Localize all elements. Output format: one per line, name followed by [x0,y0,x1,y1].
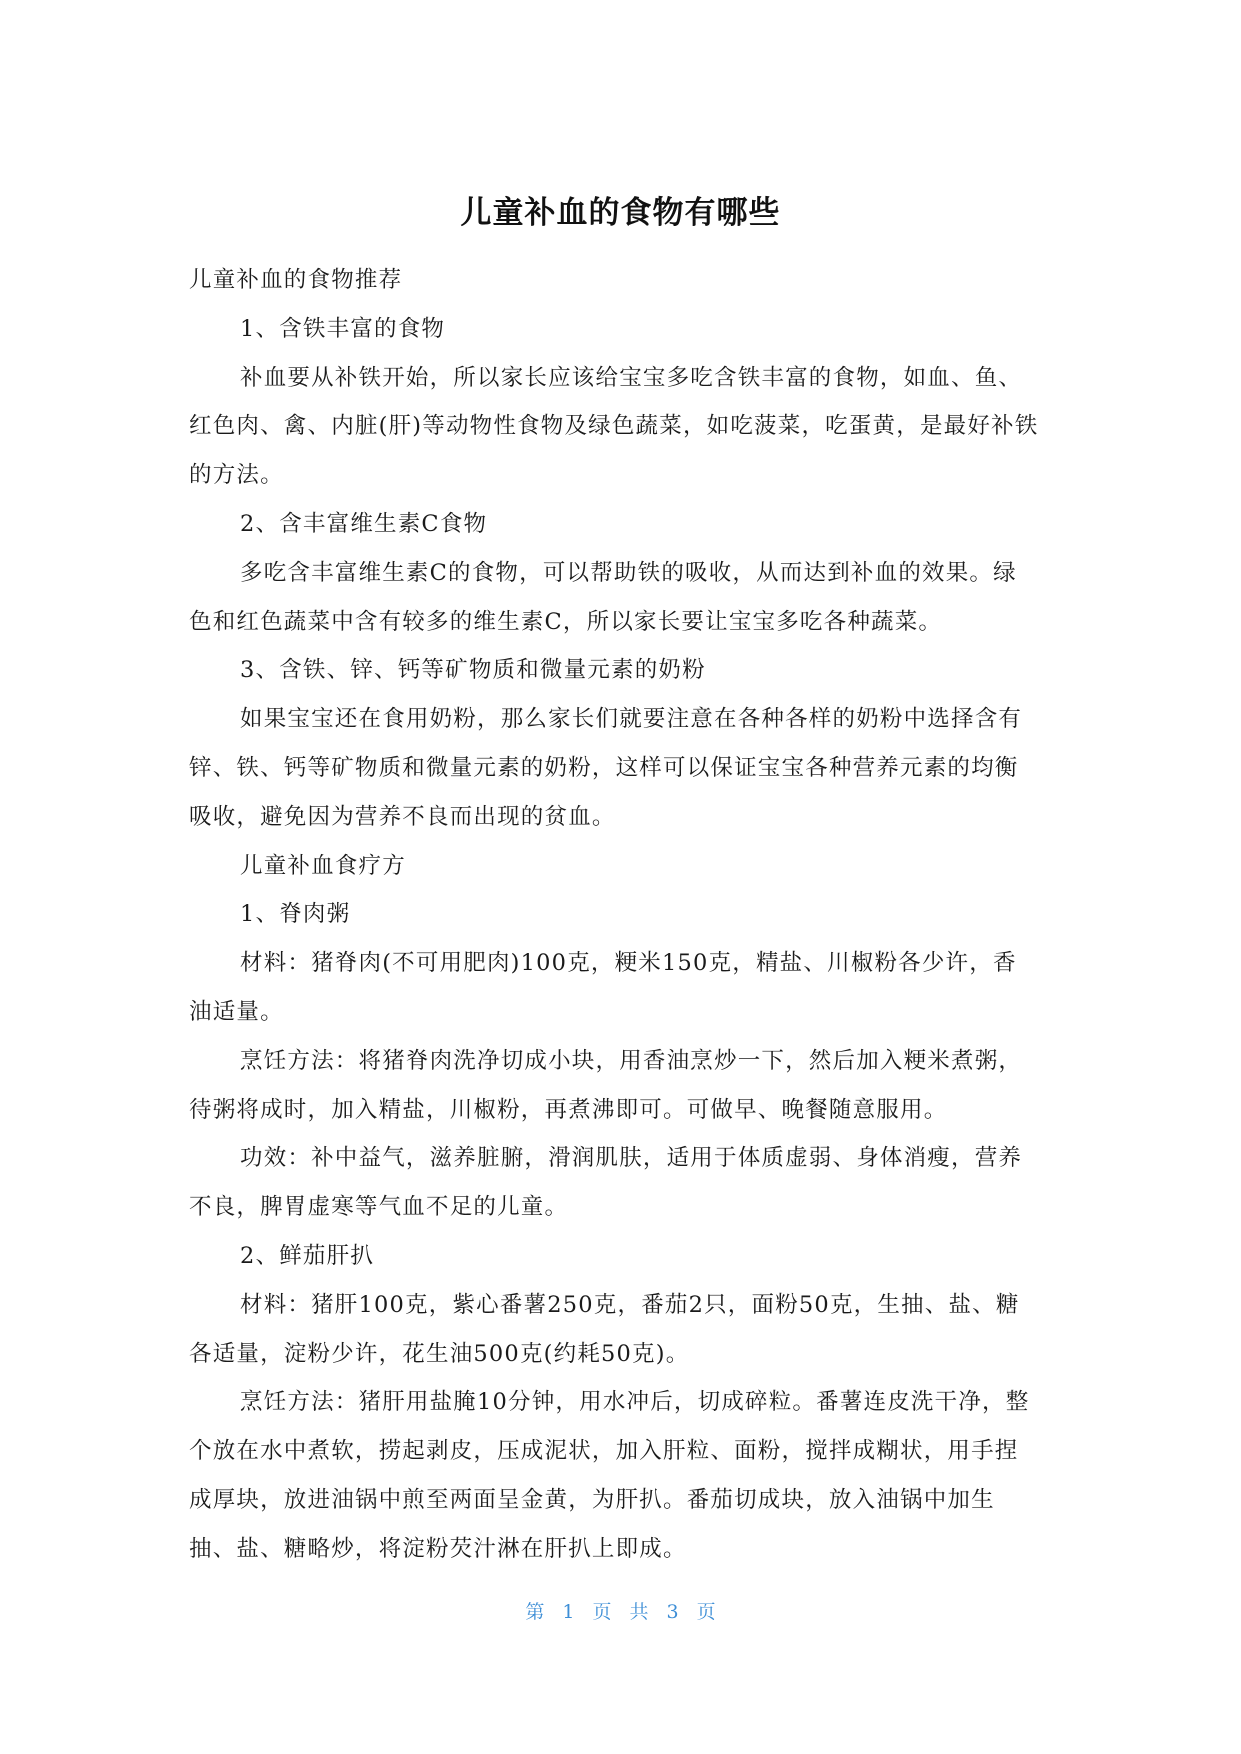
paragraph: 2、鲜茄肝扒 [240,1242,375,1269]
paragraph: 多吃含丰富维生素C的食物，可以帮助铁的吸收，从而达到补血的效果。绿色和红色蔬菜中含有较多的维生素C，所以家长要让宝宝多吃各种蔬菜。 [189,559,1017,635]
paragraph: 如果宝宝还在食用奶粉，那么家长们就要注意在各种各样的奶粉中选择含有锌、铁、钙等矿物质和微量元素的奶粉，这样可以保证宝宝各种营养元素的均衡吸收，避免因为营养不良而出现的贫血。 [189,706,1023,830]
footer-word: 第 [525,1601,545,1623]
footer-word: 共 [629,1601,649,1623]
paragraph: 材料：猪肝100克，紫心番薯250克，番茄2只，面粉50克，生抽、盐、糖各适量，淀粉少许，花生油500克(约耗50克)。 [189,1291,1020,1367]
paragraph: 材料：猪脊肉(不可用肥肉)100克，粳米150克，精盐、川椒粉各少许，香油适量。 [189,950,1017,1025]
paragraph: 1、脊肉粥 [240,901,351,928]
paragraph: 儿童补血食疗方 [240,852,406,879]
document-body [189,256,1039,1574]
document-title: 儿童补血的食物有哪些 [460,195,781,231]
paragraph: 烹饪方法：猪肝用盐腌10分钟，用水冲后，切成碎粒。番薯连皮洗干净，整个放在水中煮软，捞起剥皮，压成泥状，加入肝粒、面粉，搅拌成糊状，用手捏成厚块，放进油锅中煎至两面呈金黄，为肝扒。番茄切成块，放入油锅中加生抽、盐、糖略炒，将淀粉芡汁淋在肝扒上即成。 [189,1389,1030,1562]
paragraph: 儿童补血的食物推荐 [189,267,403,293]
paragraph: 补血要从补铁开始，所以家长应该给宝宝多吃含铁丰富的食物，如血、鱼、红色肉、禽、内脏(肝)等动物性食物及绿色蔬菜，如吃菠菜，吃蛋黄，是最好补铁的方法。 [189,364,1039,489]
footer-total-pages: 3 [666,1601,679,1623]
footer-page-number: 1 [562,1601,575,1623]
footer-word: 页 [592,1601,612,1623]
paragraph: 1、含铁丰富的食物 [240,315,446,342]
paragraph: 烹饪方法：将猪脊肉洗净切成小块，用香油烹炒一下，然后加入粳米煮粥，待粥将成时，加入精盐，川椒粉，再煮沸即可。可做早、晚餐随意服用。 [189,1047,1023,1123]
page-footer [0,1597,1241,1624]
footer-word: 页 [696,1601,716,1623]
paragraph: 3、含铁、锌、钙等矿物质和微量元素的奶粉 [240,657,706,684]
paragraph: 2、含丰富维生素C食物 [240,510,488,537]
paragraph: 功效：补中益气，滋养脏腑，滑润肌肤，适用于体质虚弱、身体消瘦，营养不良，脾胃虚寒等气血不足的儿童。 [189,1145,1023,1221]
